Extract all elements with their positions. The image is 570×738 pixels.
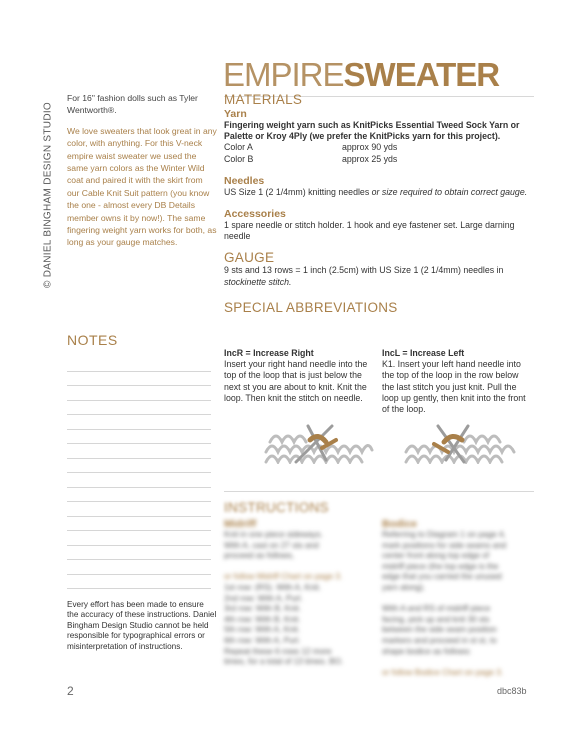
midriff-title: Midriff bbox=[224, 518, 257, 530]
note-line bbox=[67, 502, 211, 517]
abbr-incr bbox=[224, 348, 374, 404]
note-line bbox=[67, 357, 211, 372]
color-name: Color B bbox=[224, 153, 254, 164]
materials-section bbox=[224, 92, 540, 315]
yarn-description: Fingering weight yarn such as KnitPicks Essential Tweed Sock Yarn or Palette or Kroy 4Ply (we prefer the KnitPicks yarn for this project). bbox=[224, 120, 520, 142]
accessories-heading: Accessories bbox=[224, 208, 286, 221]
note-line bbox=[67, 473, 211, 488]
sidebar-intro-block bbox=[67, 92, 217, 249]
disclaimer: Every effort has been made to ensure the accuracy of these instructions. Daniel Bingham Design Studio cannot be held responsible for typographical errors or misinterpretation of instructions. bbox=[67, 600, 217, 651]
sidebar-intro: For 16" fashion dolls such as Tyler Wentworth®. bbox=[67, 93, 198, 116]
color-amount: approx 90 yds bbox=[342, 142, 398, 153]
abbreviations-heading: SPECIAL ABBREVIATIONS bbox=[224, 299, 398, 315]
gauge-text: 9 sts and 13 rows = 1 inch (2.5cm) with US Size 1 (2 1/4mm) needles in stockinette stitch. bbox=[224, 265, 504, 287]
title-light: EMPIRE bbox=[223, 56, 344, 93]
instructions-divider bbox=[224, 491, 534, 492]
materials-heading: MATERIALS bbox=[224, 92, 303, 107]
note-line bbox=[67, 401, 211, 416]
instructions-heading-wrap bbox=[224, 500, 540, 515]
abbr-incl-title: IncL = Increase Left bbox=[382, 348, 465, 358]
yarn-heading: Yarn bbox=[224, 108, 247, 120]
pattern-code: dbc83b bbox=[497, 686, 527, 696]
needles-heading: Needles bbox=[224, 174, 265, 187]
bodice-lines: Referring to Diagram 1 on page 4, mark positions for side seams and center front along top edge of midriff piece (the top edge is the edge that you carried the unused yarn along). With A and RS of midriff piece facing, pick up and knit 30 sts between the side seam position markers and proceed in st st, to shape bodice as follows: or follow Bodice Chart on page 3. bbox=[382, 530, 507, 677]
note-line bbox=[67, 372, 211, 387]
note-line bbox=[67, 430, 211, 445]
midriff-lines: Knit in one piece sideways. With A, cast on 27 sts and proceed as follows, or follow Midriff Chart on page 3. 1st row: (RS). With A, Knit. 2nd row: With A, Purl. 3rd row: With B, Knit. 4th row: With B, Knit. 5th row: With A, Knit. 6th row: With A, Purl. Repeat these 6 rows 12 more times, for a total of 13 times. BO. bbox=[224, 530, 344, 667]
color-row bbox=[224, 154, 540, 165]
sidebar-paragraph: We love sweaters that look great in any color, with anything. For this V-neck empire waist sweater we used the same yarn colors as the Winter Wild coat and paired it with the skirt from our Cable Knit Suit pattern (you know the one - almost every DB Details member owns it by now!). The same fingering weight yarn works for both, as long as your gauge matches. bbox=[67, 125, 217, 248]
note-line bbox=[67, 531, 211, 546]
color-amount: approx 25 yds bbox=[342, 153, 398, 164]
note-line bbox=[67, 517, 211, 532]
bodice-title: Bodice bbox=[382, 518, 418, 530]
abbr-incr-text: Insert your right hand needle into the top of the loop that is just below the next st you are about to knit. Knit the loop. Then knit the stitch on needle. bbox=[224, 359, 368, 403]
note-line bbox=[67, 415, 211, 430]
abbr-incr-title: IncR = Increase Right bbox=[224, 348, 314, 358]
note-line bbox=[67, 386, 211, 401]
note-line bbox=[67, 560, 211, 575]
title-bold: SWEATER bbox=[343, 56, 500, 93]
gauge-heading: GAUGE bbox=[224, 250, 275, 266]
incr-illustration bbox=[262, 422, 374, 464]
note-line bbox=[67, 488, 211, 503]
notes-title: NOTES bbox=[67, 332, 118, 348]
page-number: 2 bbox=[67, 684, 74, 698]
instructions-midriff bbox=[224, 518, 374, 668]
note-line bbox=[67, 546, 211, 561]
needles-text: US Size 1 (2 1/4mm) knitting needles or size required to obtain correct gauge. bbox=[224, 186, 528, 197]
note-line bbox=[67, 575, 211, 590]
instructions-heading: INSTRUCTIONS bbox=[224, 500, 329, 515]
color-name: Color A bbox=[224, 142, 253, 153]
notes-lines bbox=[67, 357, 211, 589]
page-title bbox=[223, 55, 499, 95]
note-line bbox=[67, 444, 211, 459]
instructions-bodice bbox=[382, 518, 532, 678]
abbr-incl bbox=[382, 348, 532, 415]
abbr-incl-text: K1. Insert your left hand needle into the top of the loop in the row below the last stitch you just knit. Pull the loop up gently, then knit into the front of the loop. bbox=[382, 359, 526, 415]
accessories-text: 1 spare needle or stitch holder. 1 hook and eye fastener set. Large darning needle bbox=[224, 220, 515, 242]
vertical-credit: © DANIEL BINGHAM DESIGN STUDIO bbox=[42, 101, 54, 289]
note-line bbox=[67, 459, 211, 474]
incl-illustration bbox=[404, 422, 516, 464]
color-row bbox=[224, 142, 540, 153]
